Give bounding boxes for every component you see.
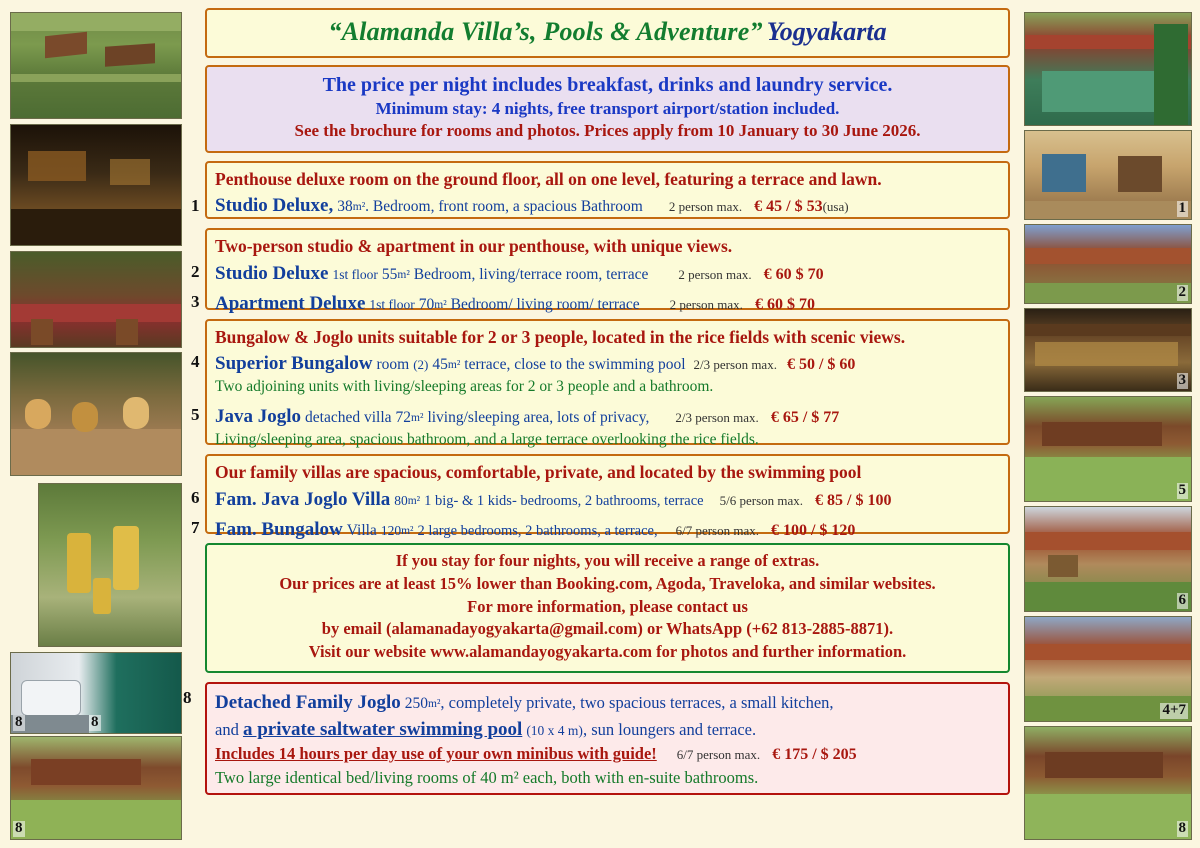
block-4-header: Our family villas are spacious, comfortable, private, and located by the swimming pool [215,462,862,483]
photo-label-8b: 8 [91,714,99,731]
final-line2-rest: , sun loungers and terrace. [582,719,757,739]
room-name-7: Fam. Bungalow [215,519,343,541]
photo-label-8d: 8 [1178,820,1186,837]
room-block-4 [191,454,1010,541]
room-desc-7: 2 large bedrooms, 2 bathrooms, a terrace, [417,523,658,540]
row-index-7: 7 [191,518,200,538]
row-index-1: 1 [191,195,200,215]
room-price-note-1: (usa) [822,198,849,214]
room-persons-2: 2 person max. [678,266,752,282]
promo-line-2: Our prices are at least 15% lower than Booking.com, Agoda, Traveloka, and similar websites. [279,573,936,593]
photo-pool-garden [1024,12,1192,126]
room-name-4: Superior Bungalow [215,352,373,374]
room-name2-4: room [376,355,410,373]
row-index-2: 2 [191,261,200,281]
room-sub-4: Two adjoining units with living/sleeping areas for 2 or 3 people and a bathroom. [215,378,714,396]
room-row-3 [191,291,1000,317]
room-qty-4: (2) [413,356,429,372]
page-title [205,8,1010,58]
room-unit-7: m² [401,525,414,538]
room-price-5: € 65 / $ 77 [770,408,840,426]
room-persons-5: 2/3 person max. [675,409,759,425]
photo-label-3: 3 [1178,372,1186,389]
final-unit: m² [428,697,441,710]
room-block-3 [191,319,1010,449]
final-persons: 6/7 person max. [676,747,761,763]
photo-aerial-rice-fields [10,12,182,119]
final-price: € 175 / $ 205 [772,746,857,764]
room-persons-6: 5/6 person max. [719,492,804,508]
final-line-3 [215,743,1000,766]
final-line-4 [215,767,1000,790]
room-size-1: 38 [337,197,353,215]
photo-label-1: 1 [1178,200,1186,217]
promo-box [205,543,1010,673]
promo-line-4[interactable]: by email (alamanadayogyakarta@gmail.com) or WhatsApp (+62 813-2885-8871). [321,619,894,639]
room-name-1: Studio Deluxe, [215,194,334,216]
room-persons-3: 2 person max. [669,297,743,313]
photo-label-6: 6 [1178,592,1186,609]
room-desc-2: Bedroom, living/terrace room, terrace [413,265,649,283]
row-index-8: 8 [183,687,192,707]
intro-line-1: The price per night includes breakfast, drinks and laundry service. [322,74,893,96]
room-sub-5: Living/sleeping area, spacious bathroom, and a large terrace overlooking the rice fields. [215,431,759,449]
block-2-header: Two-person studio & apartment in our penthouse, with unique views. [215,236,733,257]
final-pool-highlight: a private saltwater swimming pool [242,718,523,740]
room-desc-5: living/sleeping area, lots of privacy, [427,408,650,426]
photo-bungalow-garden [1024,506,1192,612]
room-price-4: € 50 / $ 60 [786,355,856,373]
room-block-1 [191,161,1010,219]
photo-family-walking-pool [38,483,182,647]
room-size-6: 80 [394,492,408,508]
room-row-2 [191,261,1000,287]
room-price-2: € 60 $ 70 [763,265,824,283]
room-name-5: Java Joglo [215,405,302,427]
photo-label-2: 2 [1178,284,1186,301]
room-name2-7: Villa [346,522,377,540]
room-unit-6: m² [407,494,421,507]
main-content [183,8,1010,795]
room-size-5: 72 [395,408,412,426]
photo-label-4-7: 4+7 [1162,702,1186,719]
room-name-3: Apartment Deluxe [215,293,366,315]
photo-joglo-rice-paddy [1024,396,1192,502]
photo-label-8a: 8 [15,714,23,731]
photo-night-pool-view [10,124,182,246]
room-price-7: € 100 / $ 120 [770,522,856,540]
final-line1-rest: , completely private, two spacious terraces, a small kitchen, [440,692,834,712]
room-size-7: 120 [380,523,402,539]
room-persons-7: 6/7 person max. [675,523,759,539]
row-index-3: 3 [191,292,200,312]
row-index-5: 5 [191,404,200,424]
room-persons-1: 2 person max. [668,198,743,214]
photo-label-8c: 8 [15,820,23,837]
final-line2-pre: and [215,719,243,739]
promo-line-1: If you stay for four nights, you will receive a range of extras. [395,551,820,571]
block-1-header: Penthouse deluxe room on the ground floor, all on one level, featuring a terrace and lawn. [215,169,882,190]
promo-line-3: For more information, please contact us [467,596,748,616]
room-name-2: Studio Deluxe [215,262,329,284]
photo-villa-exterior-2 [1024,224,1192,304]
room-row-1 [191,193,1000,219]
promo-line-5[interactable]: Visit our website www.alamandayogyakarta.com for photos and further information. [308,642,907,662]
final-pool-size: (10 x 4 m) [526,722,583,738]
photo-minibus-and-pool [10,652,182,734]
final-minibus: Includes 14 hours per day use of your own minibus with guide! [215,744,657,764]
photo-living-room-interior [1024,130,1192,220]
room-desc-4: terrace, close to the swimming pool [464,355,686,373]
room-unit-4: m² [447,358,461,371]
room-size-4: 45 [432,355,448,373]
room-unit-3: m² [434,299,447,312]
room-size-2: 55 [381,265,398,283]
photo-family-villa-terrace [1024,616,1192,722]
title-quoted: “Alamanda Villa’s, Pools & Adventure” [328,17,763,46]
room-unit-1: m² [352,200,366,213]
final-line-2 [215,717,1000,743]
room-floor-2: 1st floor [332,266,378,282]
photo-joglo-field-view [1024,726,1192,840]
row-index-6: 6 [191,487,200,507]
title-city: Yogyakarta [766,17,887,46]
photo-dining-terrace [10,251,182,348]
final-name: Detached Family Joglo [215,691,401,713]
room-block-2 [191,228,1010,315]
final-size: 250 [404,694,429,712]
room-unit-2: m² [397,268,410,281]
intro-box [205,65,1010,153]
room-persons-4: 2/3 person max. [693,356,777,372]
intro-line-2: Minimum stay: 4 nights, free transport airport/station included. [375,99,840,118]
intro-line-3: See the brochure for rooms and photos. Prices apply from 10 January to 30 June 2026. [294,121,921,141]
photo-family-dinner-table [10,352,182,476]
room-block-8 [183,682,1010,795]
room-row-5 [191,404,1000,430]
photo-restaurant-evening [1024,308,1192,392]
room-name2-5: detached villa [305,408,392,426]
room-floor-3: 1st floor [369,297,415,313]
room-row-4 [191,351,1000,377]
room-size-3: 70 [418,296,435,314]
block-3-header: Bungalow & Joglo units suitable for 2 or 3 people, located in the rice fields with scenic views. [215,327,906,348]
final-rooms: Two large identical bed/living rooms of 40 m² each, both with en-suite bathrooms. [215,767,759,787]
room-row-7 [191,517,1000,543]
room-desc-1: . Bedroom, front room, a spacious Bathroom [365,197,643,215]
room-name-6: Fam. Java Joglo Villa [215,488,391,510]
final-line-1 [215,690,1000,716]
photo-label-5: 5 [1178,482,1186,499]
room-price-1: € 45 / $ 53 [754,197,823,215]
room-row-6 [191,487,1000,513]
room-price-3: € 60 $ 70 [754,296,815,314]
room-price-6: € 85 / $ 100 [815,491,892,509]
room-unit-5: m² [411,411,424,424]
room-desc-6: 1 big- & 1 kids- bedrooms, 2 bathrooms, terrace [424,492,704,509]
row-index-4: 4 [191,351,200,371]
room-desc-3: Bedroom/ living room/ terrace [450,296,640,314]
photo-joglo-rice-field [10,736,182,840]
